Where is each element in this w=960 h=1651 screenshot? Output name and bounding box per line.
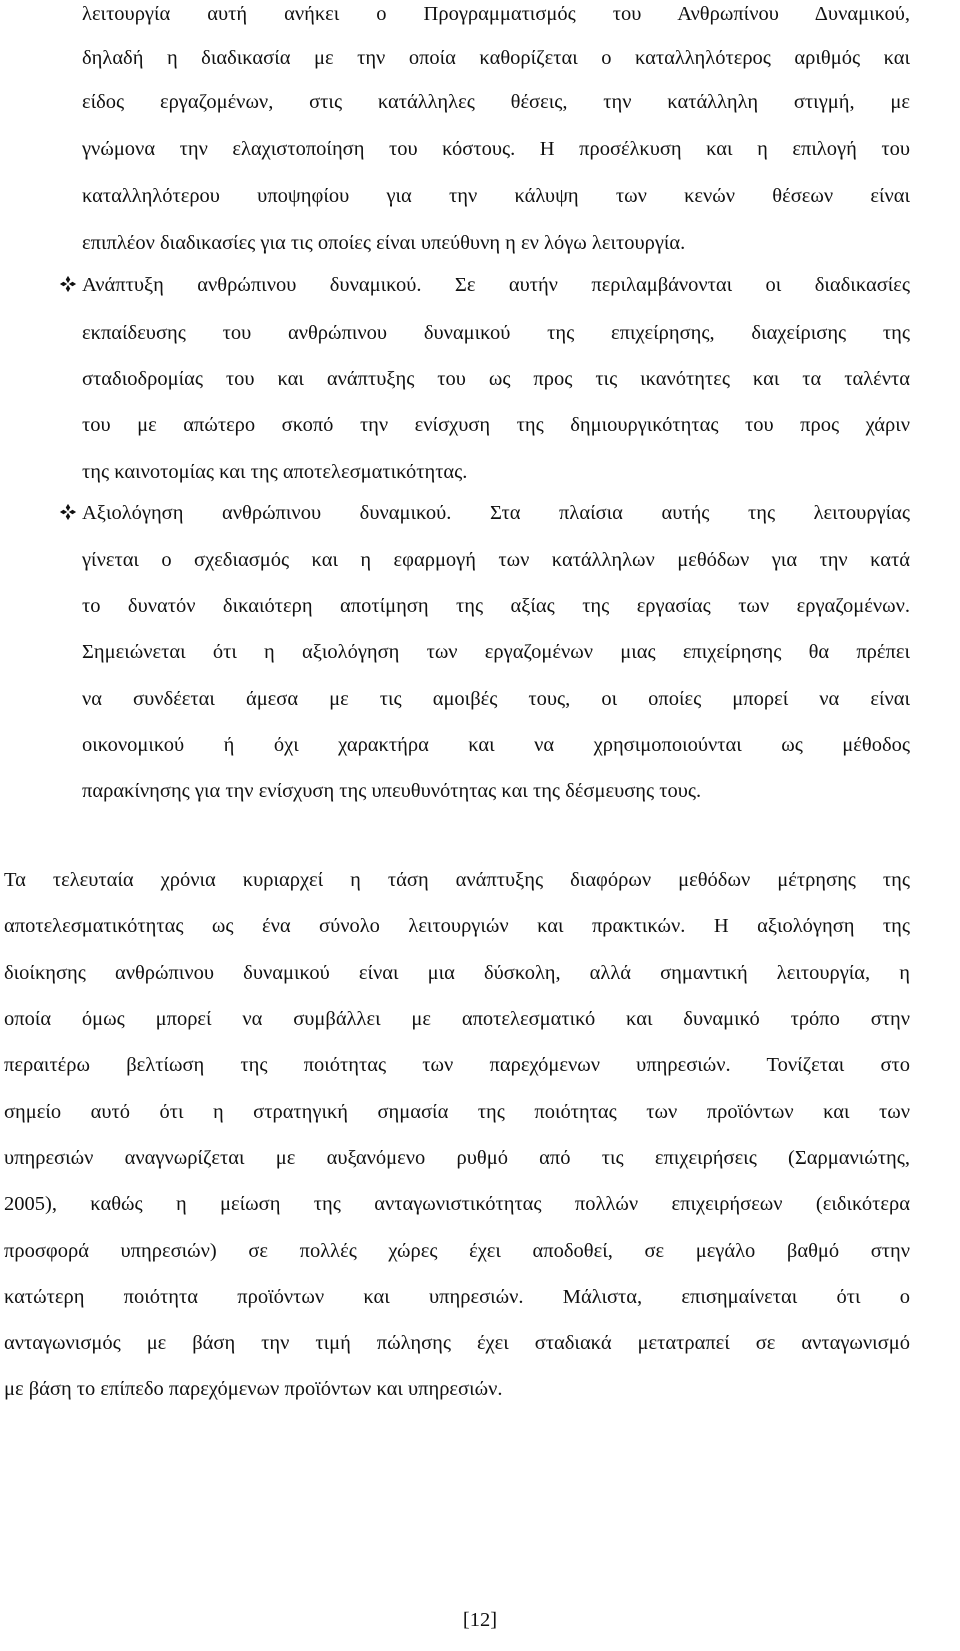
text-line: του με απώτερο σκοπό την ενίσχυση της δημιουργικότητας του προς χάριν — [82, 414, 910, 436]
text-line: περαιτέρω βελτίωση της ποιότητας των παρεχόμενων υπηρεσιών. Τονίζεται στο — [4, 1054, 910, 1076]
text-line: Ανάπτυξη ανθρώπινου δυναμικού. Σε αυτήν περιλαμβάνονται οι διαδικασίες — [82, 274, 910, 296]
page-number: [12] — [462, 1609, 498, 1631]
diamond-bullet-icon — [59, 275, 77, 293]
text-line: προσφορά υπηρεσιών) σε πολλές χώρες έχει αποδοθεί, σε μεγάλο βαθμό στην — [4, 1240, 910, 1262]
text-line: οικονομικού ή όχι χαρακτήρα και να χρησιμοποιούνται ως μέθοδος — [82, 734, 910, 756]
text-line: να συνδέεται άμεσα με τις αμοιβές τους, οι οποίες μπορεί να είναι — [82, 688, 910, 710]
text-line: σταδιοδρομίας του και ανάπτυξης του ως προς τις ικανότητες και τα ταλέντα — [82, 368, 910, 390]
text-line: δηλαδή η διαδικασία με την οποία καθορίζεται ο καταλληλότερος αριθμός και — [82, 47, 910, 69]
text-line: γίνεται ο σχεδιασμός και η εφαρμογή των κατάλληλων μεθόδων για την κατά — [82, 549, 910, 571]
text-line: λειτουργία αυτή ανήκει ο Προγραμματισμός του Ανθρωπίνου Δυναμικού, — [82, 3, 910, 25]
text-line: της καινοτομίας και της αποτελεσματικότητας. — [82, 461, 468, 483]
text-line: διοίκησης ανθρώπινου δυναμικού είναι μια δύσκολη, αλλά σημαντική λειτουργία, η — [4, 962, 910, 984]
text-line: ανταγωνισμός με βάση την τιμή πώλησης έχει σταδιακά μετατραπεί σε ανταγωνισμό — [4, 1332, 910, 1354]
text-line: γνώμονα την ελαχιστοποίηση του κόστους. Η προσέλκυση και η επιλογή του — [82, 138, 910, 160]
text-line: σημείο αυτό ότι η στρατηγική σημασία της ποιότητας των προϊόντων και των — [4, 1101, 910, 1123]
text-line: υπηρεσιών αναγνωρίζεται με αυξανόμενο ρυθμό από τις επιχειρήσεις (Σαρμανιώτης, — [4, 1147, 910, 1169]
text-line: Αξιολόγηση ανθρώπινου δυναμικού. Στα πλαίσια αυτής της λειτουργίας — [82, 502, 910, 524]
text-line: Σημειώνεται ότι η αξιολόγηση των εργαζομένων μιας επιχείρησης θα πρέπει — [82, 641, 910, 663]
text-line: με βάση το επίπεδο παρεχόμενων προϊόντων και υπηρεσιών. — [4, 1378, 503, 1400]
text-line: είδος εργαζομένων, στις κατάλληλες θέσεις, την κατάλληλη στιγμή, με — [82, 91, 910, 113]
text-line: το δυνατόν δικαιότερη αποτίμηση της αξίας της εργασίας των εργαζομένων. — [82, 595, 910, 617]
text-line: καταλληλότερου υποψηφίου για την κάλυψη των κενών θέσεων είναι — [82, 185, 910, 207]
text-line: κατώτερη ποιότητα προϊόντων και υπηρεσιών. Μάλιστα, επισημαίνεται ότι ο — [4, 1286, 910, 1308]
diamond-bullet-icon — [59, 503, 77, 521]
text-line: παρακίνησης για την ενίσχυση της υπευθυνότητας και της δέσμευσης τους. — [82, 780, 702, 802]
text-line: αποτελεσματικότητας ως ένα σύνολο λειτουργιών και πρακτικών. Η αξιολόγηση της — [4, 915, 910, 937]
text-line: 2005), καθώς η μείωση της ανταγωνιστικότητας πολλών επιχειρήσεων (ειδικότερα — [4, 1193, 910, 1215]
text-line: Τα τελευταία χρόνια κυριαρχεί η τάση ανάπτυξης διαφόρων μεθόδων μέτρησης της — [4, 869, 910, 891]
text-line: οποία όμως μπορεί να συμβάλλει με αποτελεσματικό και δυναμικό τρόπο στην — [4, 1008, 910, 1030]
text-line: επιπλέον διαδικασίες για τις οποίες είναι υπεύθυνη η εν λόγω λειτουργία. — [82, 232, 686, 254]
text-line: εκπαίδευσης του ανθρώπινου δυναμικού της επιχείρησης, διαχείρισης της — [82, 322, 910, 344]
